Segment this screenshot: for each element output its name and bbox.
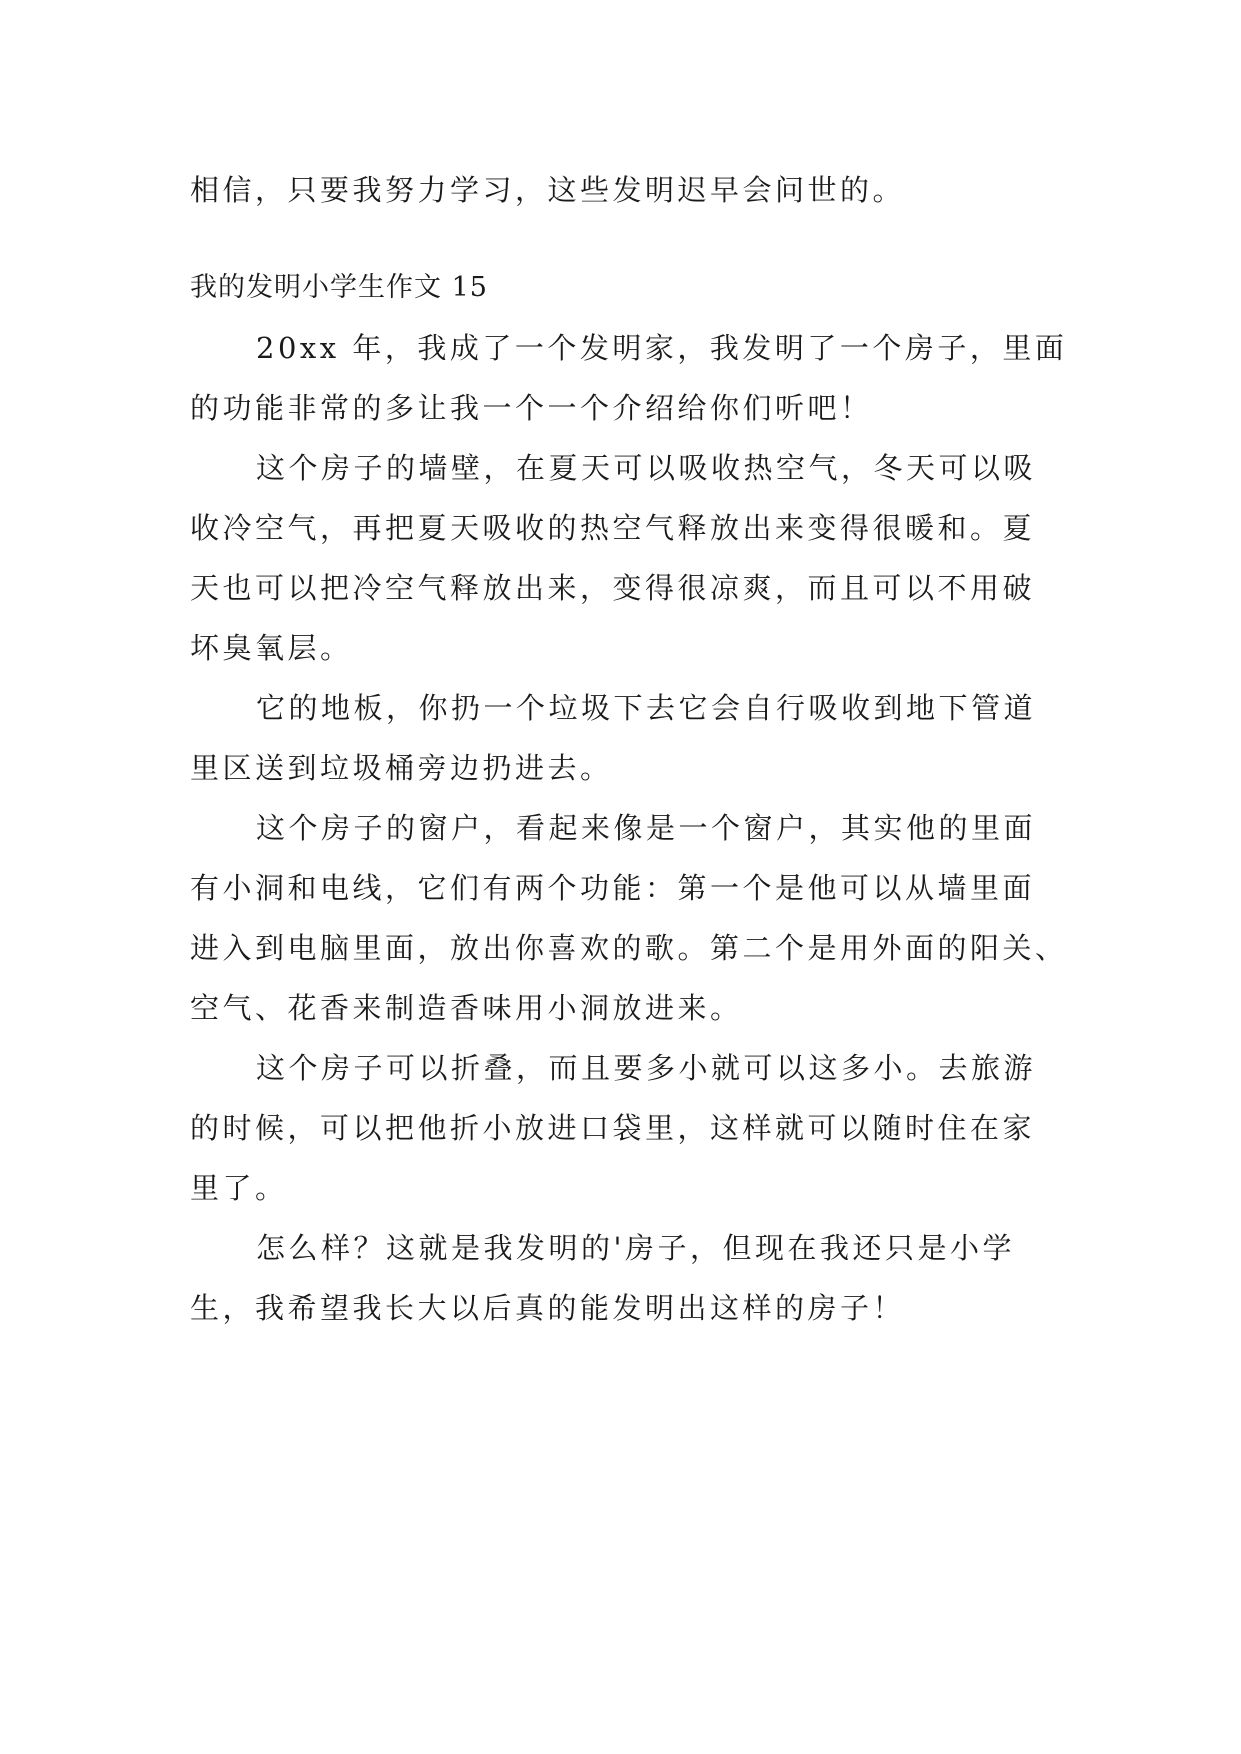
paragraph-3 (190, 678, 1060, 798)
section-spacer (190, 220, 1060, 258)
paragraph-line: 生，我希望我长大以后真的能发明出这样的房子！ (190, 1291, 906, 1325)
paragraph-line: 它的地板，你扔一个垃圾下去它会自行吸收到地下管道 (256, 691, 1037, 725)
paragraph-line: 怎么样？这就是我发明的'房子，但现在我还只是小学 (256, 1231, 1015, 1265)
paragraph-line: 进入到电脑里面，放出你喜欢的歌。第二个是用外面的阳关、 (190, 931, 1068, 965)
paragraph-line: 收冷空气，再把夏天吸收的热空气释放出来变得很暖和。夏 (190, 511, 1036, 545)
document-body (190, 160, 1068, 1338)
carryover-line: 相信，只要我努力学习，这些发明迟早会问世的。 (190, 173, 906, 207)
paragraph-4 (190, 798, 1068, 1038)
paragraph-2 (190, 438, 1060, 678)
paragraph-line: 坏臭氧层。 (190, 631, 353, 665)
section-title: 我的发明小学生作文 15 (190, 272, 488, 303)
paragraph-1 (190, 318, 1068, 438)
paragraph-line: 的功能非常的多让我一个一个介绍给你们听吧！ (190, 391, 873, 425)
paragraph-line: 这个房子的窗户，看起来像是一个窗户，其实他的里面 (256, 811, 1037, 845)
paragraph-6 (190, 1218, 1060, 1338)
paragraph-line: 这个房子可以折叠，而且要多小就可以这多小。去旅游 (256, 1051, 1037, 1085)
paragraph-line: 的时候，可以把他折小放进口袋里，这样就可以随时住在家 (190, 1111, 1036, 1145)
paragraph-line: 天也可以把冷空气释放出来，变得很凉爽，而且可以不用破 (190, 571, 1036, 605)
paragraph-line: 里了。 (190, 1171, 288, 1205)
paragraph-5 (190, 1038, 1060, 1218)
paragraph-line: 空气、花香来制造香味用小洞放进来。 (190, 991, 743, 1025)
paragraph-line: 里区送到垃圾桶旁边扔进去。 (190, 751, 613, 785)
paragraph-line: 这个房子的墙壁，在夏天可以吸收热空气，冬天可以吸 (256, 451, 1037, 485)
paragraph-line: 有小洞和电线，它们有两个功能：第一个是他可以从墙里面 (190, 871, 1036, 905)
paragraph-line: 20xx 年，我成了一个发明家，我发明了一个房子，里面 (256, 331, 1068, 365)
